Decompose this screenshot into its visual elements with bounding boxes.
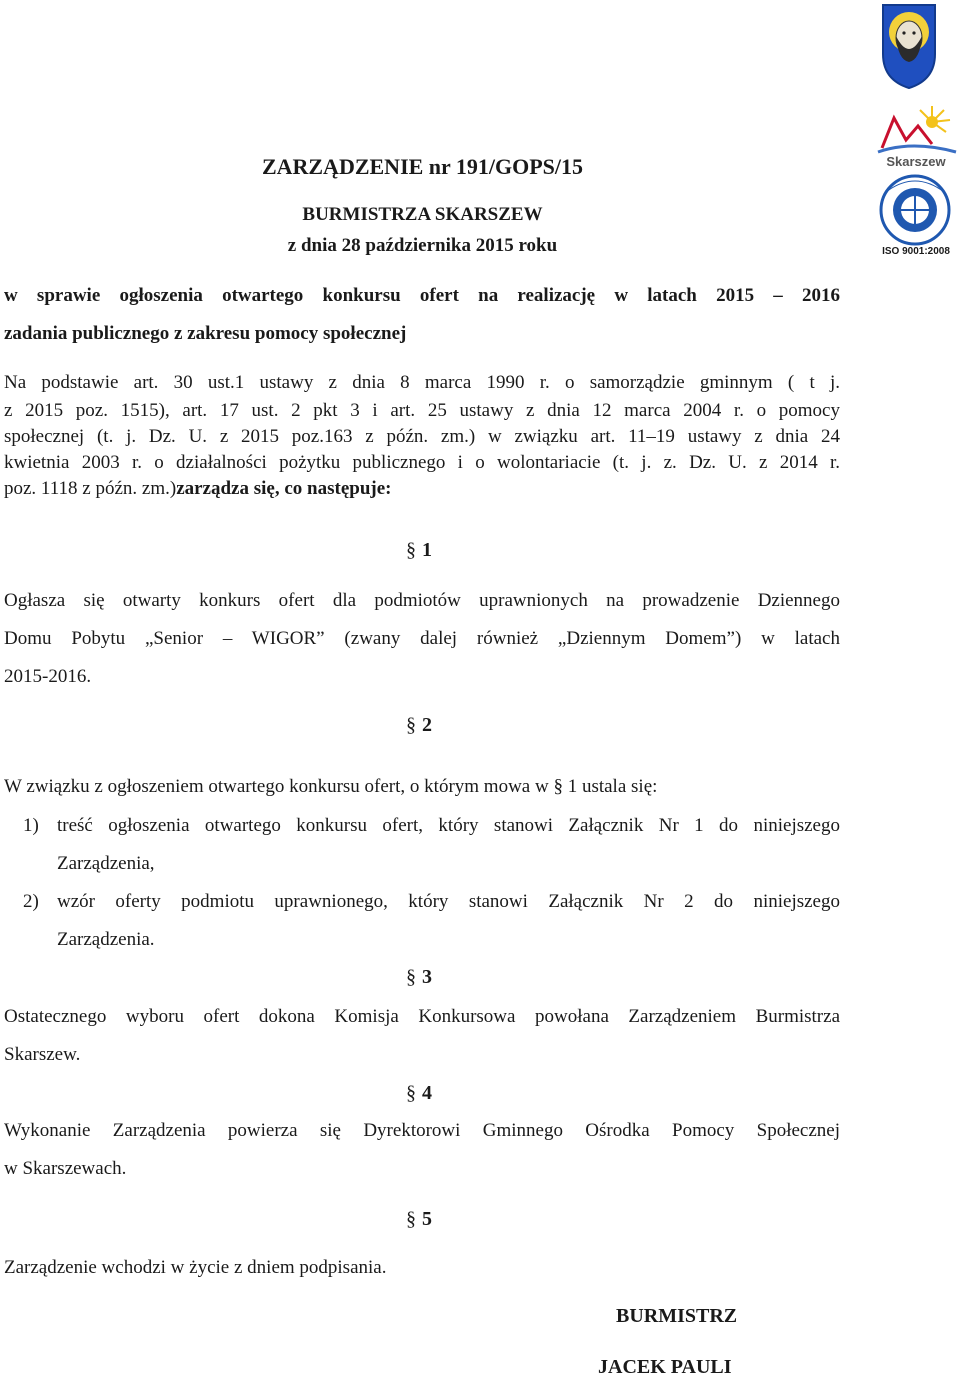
section-symbol: § (406, 1208, 416, 1230)
section-1-line-2: Domu Pobytu „Senior – WIGOR” (zwany dalej również „Dziennym Domem”) w latach (4, 628, 840, 649)
issuer-line: BURMISTRZA SKARSZEW (302, 204, 543, 225)
section-2-heading (406, 714, 432, 737)
list-item-1-line-2: Zarządzenia, (57, 853, 155, 874)
section-number: 3 (422, 966, 432, 988)
list-item-2-line-1: wzór oferty podmiotu uprawnionego, który stanowi Załącznik Nr 2 do niniejszego (57, 891, 840, 912)
list-item-2-line-2: Zarządzenia. (57, 929, 155, 950)
section-5-line-1: Zarządzenie wchodzi w życie z dniem podpisania. (4, 1257, 387, 1278)
section-2-intro: W związku z ogłoszeniem otwartego konkursu ofert, o którym mowa w § 1 ustala się: (4, 776, 658, 797)
section-symbol: § (406, 714, 416, 736)
section-4-line-1: Wykonanie Zarządzenia powierza się Dyrektorowi Gminnego Ośrodka Pomocy Społecznej (4, 1120, 840, 1141)
section-symbol: § (406, 539, 416, 561)
document-title: ZARZĄDZENIE nr 191/GOPS/15 (261, 154, 584, 179)
iso-label: ISO 9001:2008 (882, 246, 950, 257)
section-number: 2 (422, 714, 432, 736)
basis-line-4: kwietnia 2003 r. o działalności pożytku publicznego i o wolontariacie (t. j. z. Dz. U. z 2014 r. (4, 452, 840, 473)
date-line: z dnia 28 października 2015 roku (287, 235, 558, 256)
coat-of-arms-logo (880, 2, 938, 90)
signature-title: BURMISTRZ (616, 1305, 738, 1327)
list-item-1-line-1: treść ogłoszenia otwartego konkursu ofert, który stanowi Załącznik Nr 1 do niniejszego (57, 815, 840, 836)
section-1-heading (406, 539, 432, 562)
city-name-text: Skarszew (886, 154, 946, 168)
section-1-line-3: 2015-2016. (4, 666, 92, 687)
section-3-line-1: Ostatecznego wyboru ofert dokona Komisja Konkursowa powołana Zarządzeniem Burmistrza (4, 1006, 840, 1027)
basis-line-5 (4, 478, 391, 500)
section-symbol: § (406, 1082, 416, 1104)
basis-line-1: Na podstawie art. 30 ust.1 ustawy z dnia 8 marca 1990 r. o samorządzie gminnym ( t j. (4, 372, 840, 393)
section-5-heading (406, 1208, 432, 1231)
section-number: 4 (422, 1082, 432, 1104)
list-item-number: 2) (23, 891, 39, 912)
signature-name: JACEK PAULI (598, 1356, 732, 1378)
section-4-heading (406, 1082, 432, 1105)
basis-line-3: społecznej (t. j. Dz. U. z 2015 poz.163 z późn. zm.) w związku art. 11–19 ustawy z dnia 24 (4, 426, 840, 447)
section-number: 1 (422, 539, 432, 561)
section-symbol: § (406, 966, 416, 988)
section-1-line-1: Ogłasza się otwarty konkurs ofert dla podmiotów uprawnionych na prowadzenie Dziennego (4, 590, 840, 611)
section-3-heading (406, 966, 432, 989)
basis-line-5-plain: poz. 1118 z późn. zm.) (4, 478, 177, 499)
resolution-phrase: zarządza się, co następuje: (176, 478, 392, 499)
skarszew-logo (872, 100, 960, 168)
section-3-line-2: Skarszew. (4, 1044, 81, 1065)
section-number: 5 (422, 1208, 432, 1230)
subject-line-2: zadania publicznego z zakresu pomocy społecznej (4, 323, 407, 344)
section-4-line-2: w Skarszewach. (4, 1158, 127, 1179)
list-item-number: 1) (23, 815, 39, 836)
subject-line-1: w sprawie ogłoszenia otwartego konkursu ofert na realizację w latach 2015 – 2016 (4, 285, 840, 306)
basis-line-2: z 2015 poz. 1515), art. 17 ust. 2 pkt 3 i art. 25 ustawy z dnia 12 marca 2004 r. o pomocy (4, 400, 840, 421)
